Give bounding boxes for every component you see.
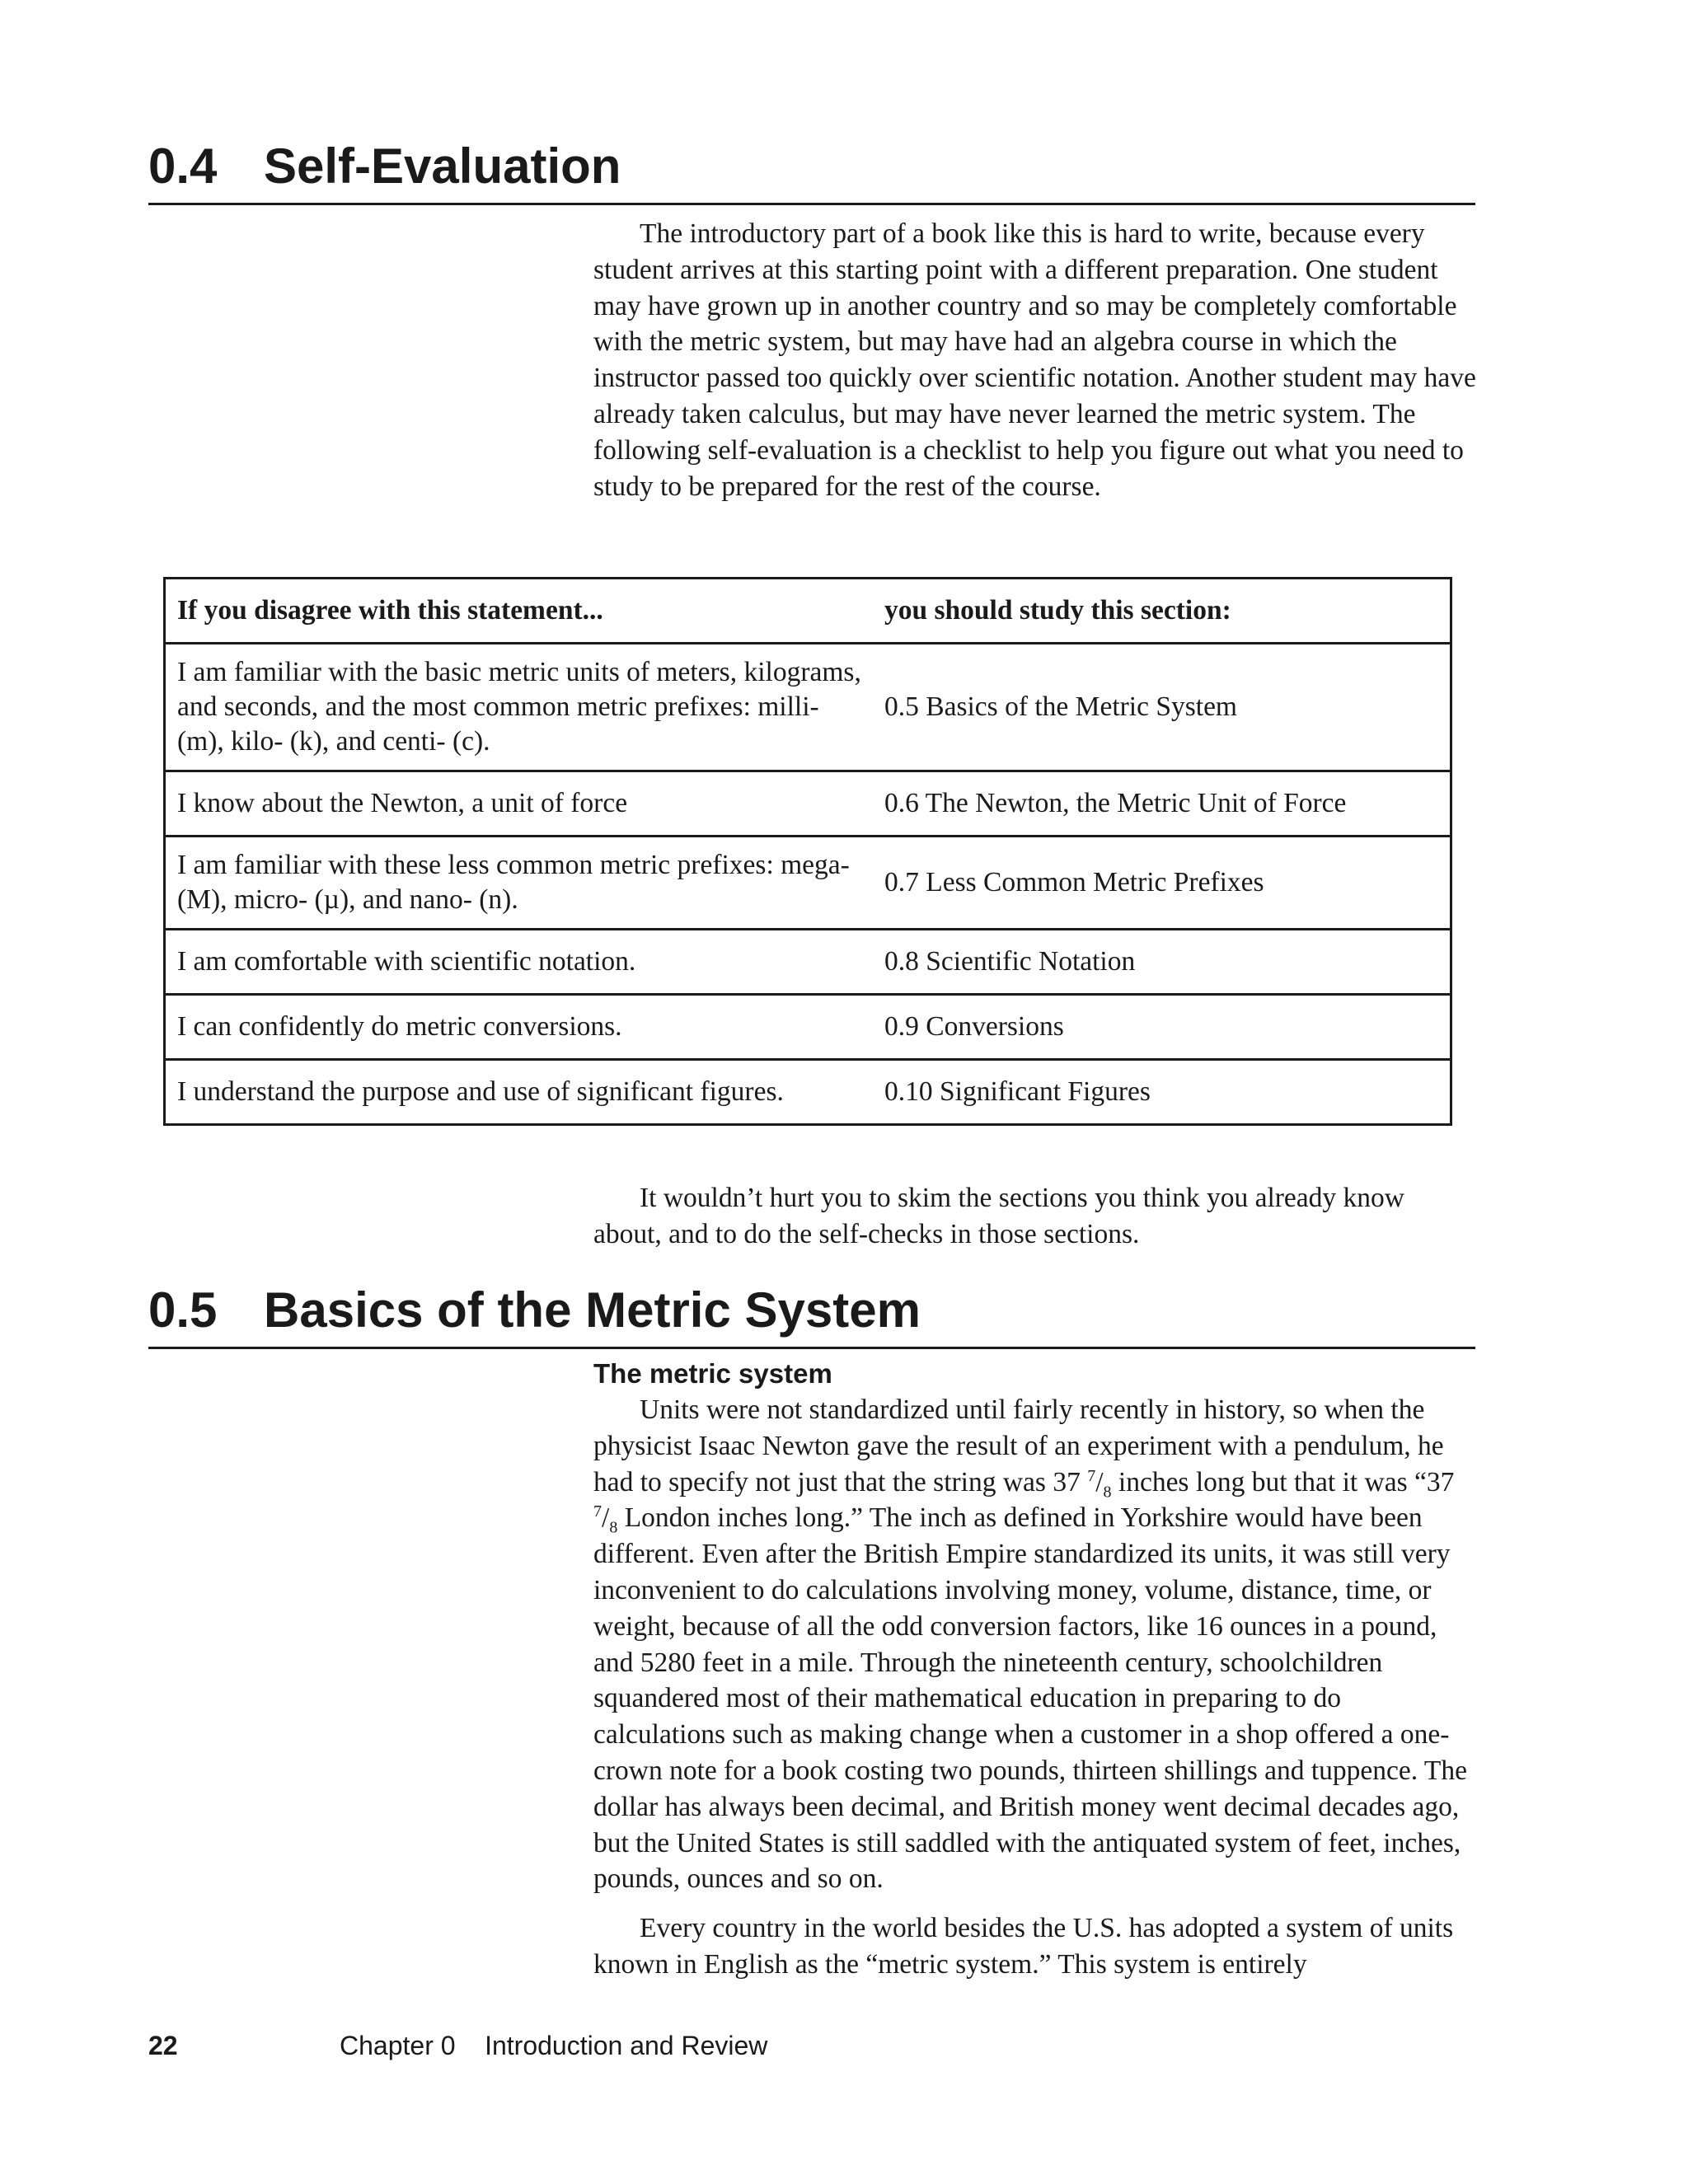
intro-paragraph: The introductory part of a book like this is hard to write, because every student arrives at this starting point with a different preparation. One student may have grown up in another country and so may be completely comfortable with the metric system, but may have had an algebra course in which the instructor passed too quickly over scientific notation. Another student may have already taken calculus, but may have never learned the metric system. The following self-evaluation is a checklist to help you figure out what you need to study to be prepared for the rest of the course. <box>593 218 1476 502</box>
body-paragraph: Every country in the world besides the U.S. has adopted a system of units known in English as the “metric system.” This system is entirely <box>593 1913 1454 1980</box>
section-title: Basics of the Metric System <box>264 1282 921 1338</box>
paragraph-text: Units were not standardized until fairly recently in history, so when the physicist Isaac Newton gave the result of an experiment with a pendulum, he had to specify not just that the string was 37 <box>593 1394 1444 1497</box>
section-heading-0-4 <box>148 138 1475 205</box>
outro-paragraph: It wouldn’t hurt you to skim the sections you think you already know about, and to do the self-checks in those sections. <box>593 1183 1404 1249</box>
paragraph-text: inches long but that it was “37 <box>1118 1466 1455 1497</box>
section-cell: 0.10 Significant Figures <box>873 1060 1451 1125</box>
section-cell: 0.9 Conversions <box>873 995 1451 1060</box>
statement-cell: I am comfortable with scientific notation. <box>165 930 874 995</box>
statement-cell: I can confidently do metric conversions. <box>165 995 874 1060</box>
section-number: 0.5 <box>148 1282 218 1338</box>
fraction-numerator: 7 <box>1087 1466 1096 1485</box>
table-row <box>165 771 1451 837</box>
table-row <box>165 930 1451 995</box>
table-row <box>165 644 1451 771</box>
statement-cell: I understand the purpose and use of significant figures. <box>165 1060 874 1125</box>
column-header-section: you should study this section: <box>873 579 1451 644</box>
table-row <box>165 1060 1451 1125</box>
body-paragraph <box>593 1392 1477 1897</box>
section-cell: 0.8 Scientific Notation <box>873 930 1451 995</box>
column-header-statement: If you disagree with this statement... <box>165 579 874 644</box>
table-row <box>165 995 1451 1060</box>
self-evaluation-intro <box>593 216 1477 504</box>
running-footer: Chapter 0 Introduction and Review <box>340 2031 768 2060</box>
metric-system-body <box>593 1356 1477 1983</box>
section-heading-0-5 <box>148 1282 1475 1349</box>
fraction-denominator: 8 <box>609 1519 618 1538</box>
self-evaluation-outro <box>593 1180 1477 1253</box>
self-evaluation-table <box>163 577 1452 1126</box>
fraction-numerator: 7 <box>593 1502 602 1521</box>
section-number: 0.4 <box>148 138 218 194</box>
section-cell: 0.6 The Newton, the Metric Unit of Force <box>873 771 1451 837</box>
page-footer <box>148 2031 767 2061</box>
paragraph-text: London inches long.” The inch as defined in Yorkshire would have been different. Even after the British Empire standardized its units, it was still very inconvenient to do calculations involving money, volume, distance, time, or weight, because of all the odd conversion factors, like 16 ounces in a pound, and 5280 feet in a mile. Through the nineteenth century, schoolchildren squandered most of their mathematical education in preparing to do calculations such as making change when a customer in a shop offered a one-crown note for a book costing two pounds, thirteen shillings and tuppence. The dollar has always been decimal, and British money went decimal decades ago, but the United States is still saddled with the antiquated system of feet, inches, pounds, ounces and so on. <box>593 1502 1468 1895</box>
table-row <box>165 837 1451 930</box>
section-cell: 0.5 Basics of the Metric System <box>873 644 1451 771</box>
section-title: Self-Evaluation <box>264 138 621 194</box>
table-header-row <box>165 579 1451 644</box>
fraction: $^7/_8$ <box>1087 1466 1112 1502</box>
section-cell: 0.7 Less Common Metric Prefixes <box>873 837 1451 930</box>
statement-cell: I am familiar with the basic metric units of meters, kilograms, and seconds, and the most common metric prefixes: milli- (m), kilo- (k), and centi- (c). <box>165 644 874 771</box>
fraction: $^7/_8$ <box>593 1502 618 1538</box>
statement-cell: I am familiar with these less common metric prefixes: mega- (M), micro- (µ), and nano- (n). <box>165 837 874 930</box>
subheading: The metric system <box>593 1358 832 1389</box>
statement-cell: I know about the Newton, a unit of force <box>165 771 874 837</box>
fraction-denominator: 8 <box>1103 1483 1112 1502</box>
page-number: 22 <box>148 2031 178 2060</box>
